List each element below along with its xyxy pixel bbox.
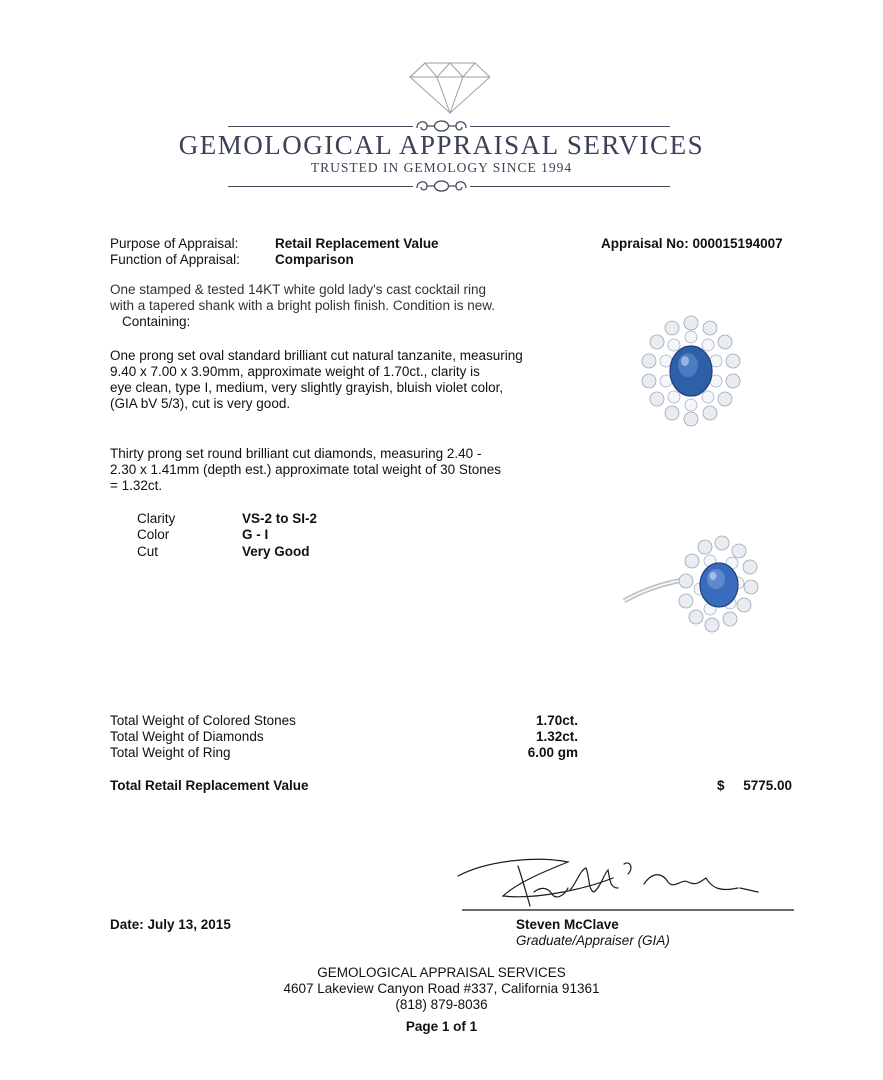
footer-company: GEMOLOGICAL APPRAISAL SERVICES	[317, 965, 566, 980]
grade-label: Cut	[137, 544, 159, 559]
footer-phone: (818) 879-8036	[395, 997, 488, 1012]
total-value: 6.00 gm	[527, 745, 578, 760]
tanzanite-description-line: (GIA bV 5/3), cut is very good.	[110, 396, 291, 411]
total-label: Total Weight of Colored Stones	[110, 713, 296, 728]
appraiser-signature	[448, 848, 798, 918]
appraiser-name: Steven McClave	[516, 917, 619, 932]
company-title: GEMOLOGICAL APPRAISAL SERVICES	[178, 130, 705, 160]
header-rule-top-right	[470, 126, 670, 127]
ring-description-line: with a tapered shank with a bright polish finish. Condition is new.	[110, 298, 495, 313]
footer-address: 4607 Lakeview Canyon Road #337, California 91361	[283, 981, 600, 996]
currency-symbol: $	[717, 778, 725, 793]
tanzanite-description-line: 9.40 x 7.00 x 3.90mm, approximate weight of 1.70ct., clarity is	[110, 364, 480, 379]
total-label: Total Weight of Diamonds	[110, 729, 264, 744]
grade-label: Clarity	[137, 511, 176, 526]
header-rule-bottom-right	[470, 186, 670, 187]
purpose-label: Purpose of Appraisal:	[110, 236, 239, 251]
function-label: Function of Appraisal:	[110, 252, 240, 267]
grade-value: Very Good	[242, 544, 310, 559]
tanzanite-description-line: One prong set oval standard brilliant cut natural tanzanite, measuring	[110, 348, 523, 363]
total-value: 1.70ct.	[535, 713, 578, 728]
header-rule-bottom-left	[228, 186, 413, 187]
total-retail-value-amount: 5775.00	[743, 778, 792, 793]
diamond-description-line: = 1.32ct.	[110, 478, 163, 493]
grade-value: VS-2 to SI-2	[242, 511, 318, 526]
grade-value: G - I	[242, 527, 269, 542]
header-rule-top-left	[228, 126, 413, 127]
scroll-ornament-icon	[413, 176, 470, 196]
appraisal-date: Date: July 13, 2015	[110, 917, 231, 932]
total-label: Total Weight of Ring	[110, 745, 231, 760]
function-value: Comparison	[275, 252, 354, 267]
diamond-icon	[405, 55, 495, 115]
company-tagline: TRUSTED IN GEMOLOGY SINCE 1994	[310, 160, 573, 175]
appraisal-number: Appraisal No: 000015194007	[601, 236, 783, 251]
total-retail-value-label: Total Retail Replacement Value	[110, 778, 309, 793]
appraiser-title: Graduate/Appraiser (GIA)	[516, 933, 670, 948]
tanzanite-description-line: eye clean, type I, medium, very slightly grayish, bluish violet color,	[110, 380, 504, 395]
diamond-description-line: Thirty prong set round brilliant cut diamonds, measuring 2.40 -	[110, 446, 482, 461]
total-value: 1.32ct.	[535, 729, 578, 744]
ring-side-view-image	[620, 533, 760, 635]
ring-top-view-image	[636, 315, 746, 427]
containing-label: Containing:	[122, 314, 191, 329]
diamond-description-line: 2.30 x 1.41mm (depth est.) approximate total weight of 30 Stones	[110, 462, 501, 477]
page-number: Page 1 of 1	[405, 1019, 478, 1034]
grade-label: Color	[137, 527, 170, 542]
ring-description-line: One stamped & tested 14KT white gold lady's cast cocktail ring	[110, 282, 487, 297]
purpose-value: Retail Replacement Value	[275, 236, 439, 251]
